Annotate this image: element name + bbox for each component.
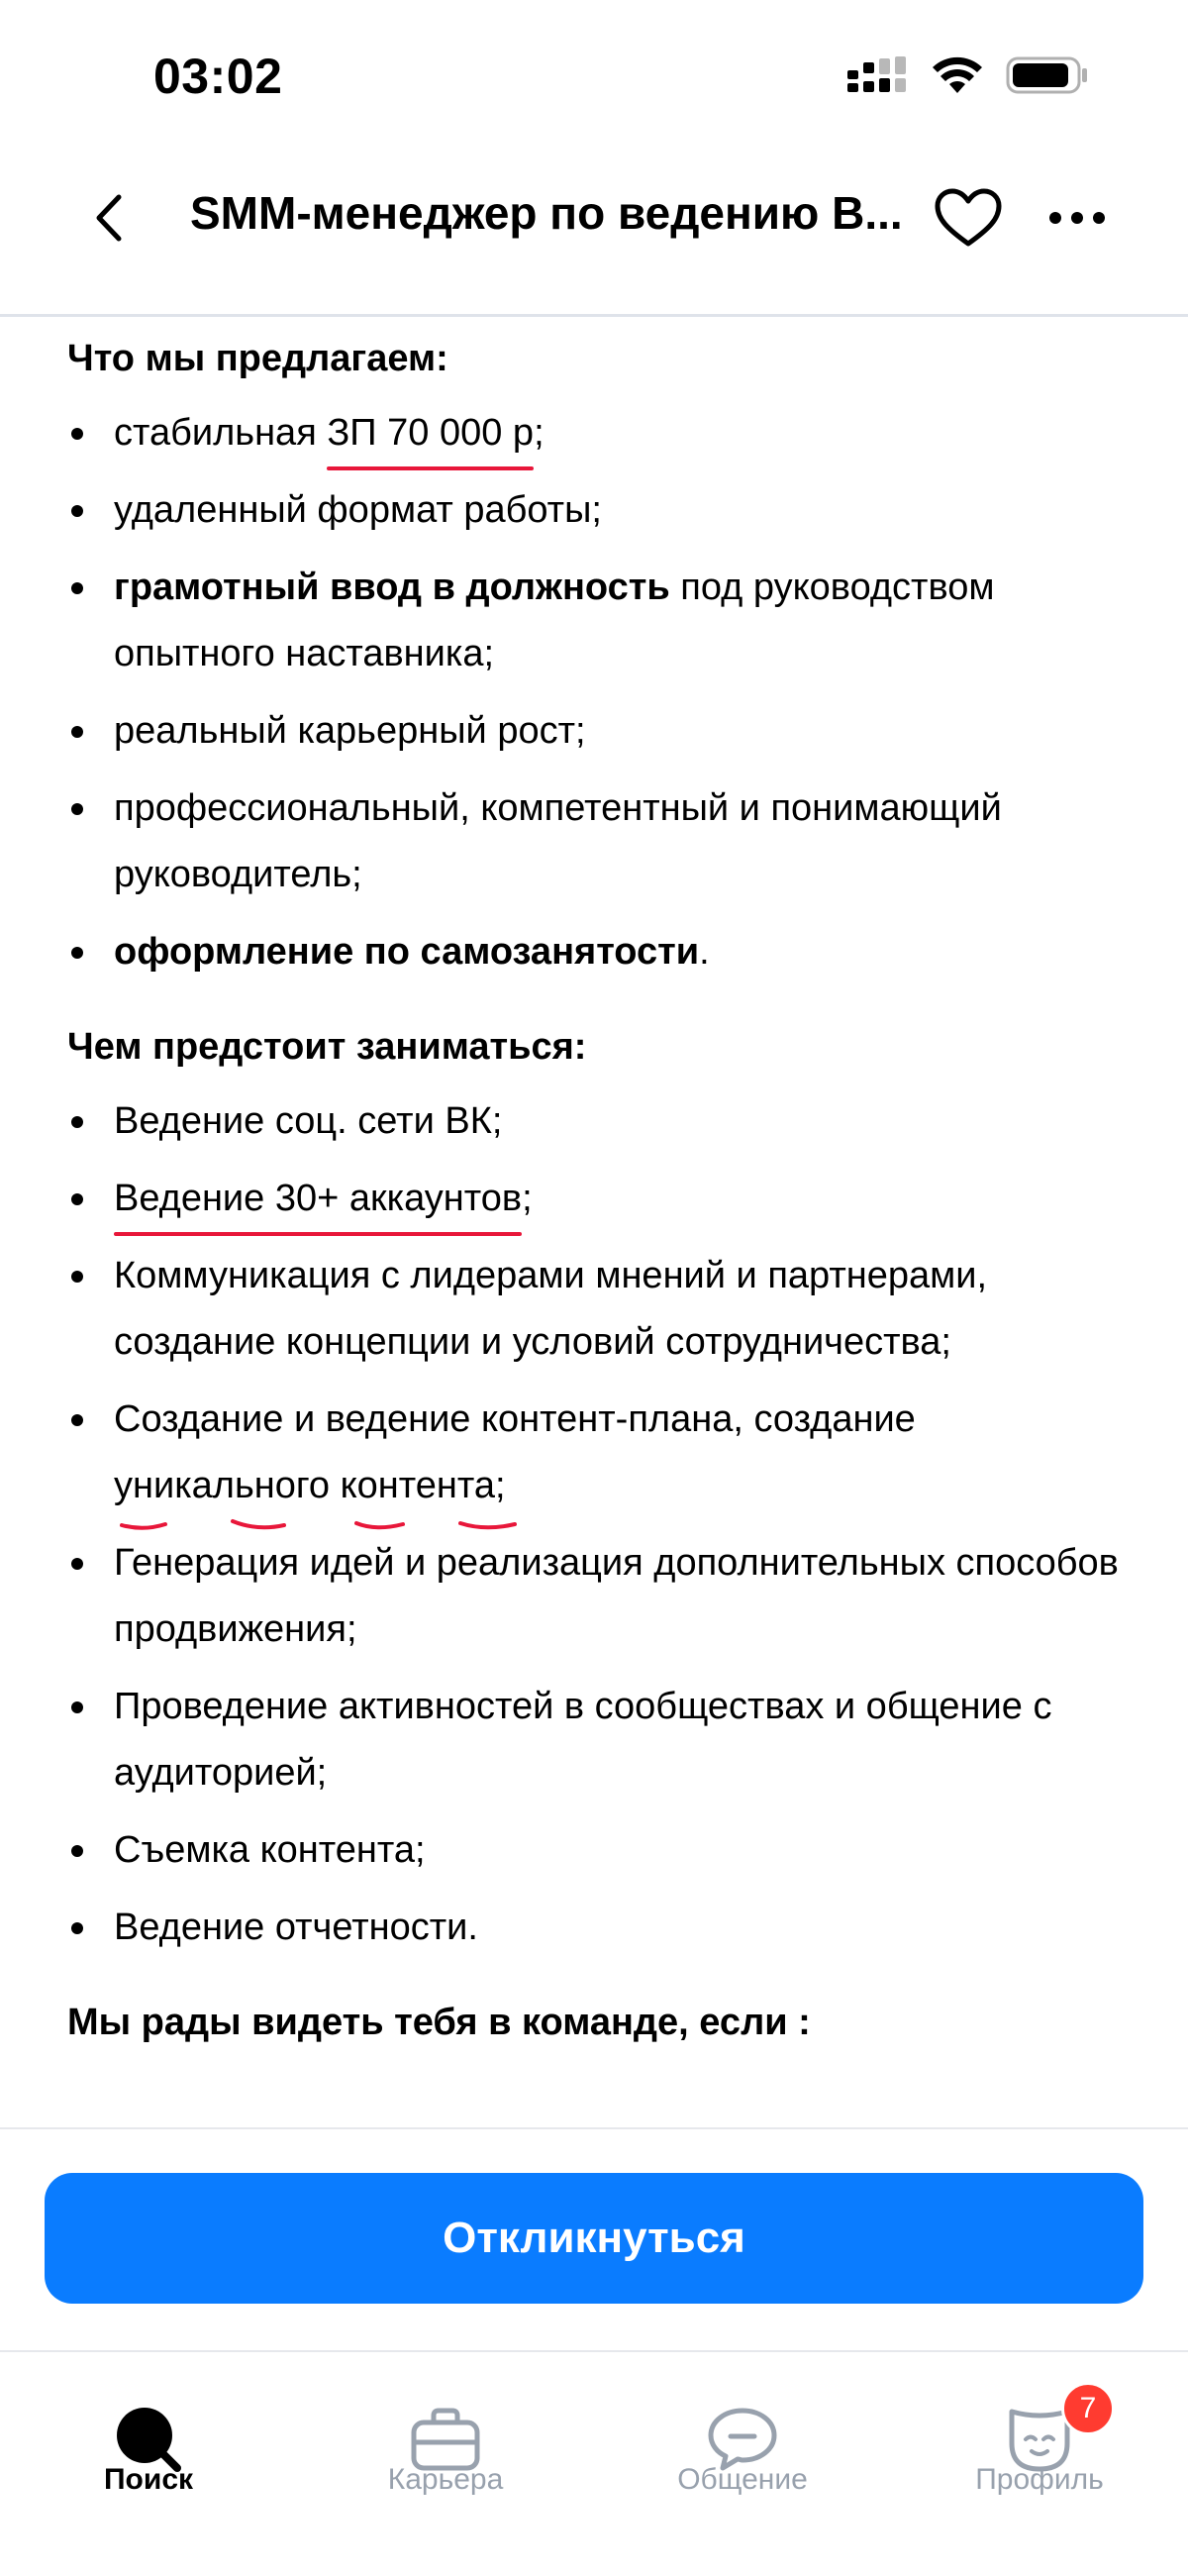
- tab-career[interactable]: [297, 2352, 594, 2576]
- apply-button[interactable]: Откликнуться: [45, 2173, 1143, 2304]
- tab-label: Карьера: [387, 2463, 504, 2496]
- duties-section-title: Чем предстоит заниматься:: [67, 1026, 587, 1068]
- list-item: Создание и ведение контент-плана, создание уникального контента ;: [67, 1387, 1137, 1519]
- tab-bar: [0, 2350, 1188, 2576]
- list-item: профессиональный, компетентный и понимающий руководитель;: [67, 775, 1137, 908]
- tab-label: Общение: [677, 2463, 808, 2496]
- list-item: стабильная ЗП 70 000 р;: [67, 400, 1137, 466]
- cta-area: [0, 2127, 1188, 2350]
- team-section-title: Мы рады видеть тебя в команде, если :: [67, 2002, 811, 2043]
- annotated-accounts: Ведение 30+ аккаунтов: [114, 1166, 522, 1232]
- favorite-button[interactable]: [929, 178, 1008, 258]
- status-icons: [847, 55, 1089, 95]
- offer-list: [67, 400, 1137, 985]
- chevron-left-icon: [93, 193, 125, 243]
- offer-section-title: Что мы предлагаем:: [67, 338, 448, 379]
- list-item: Коммуникация с лидерами мнений и партнерами, создание концепции и условий сотрудничества;: [67, 1243, 1137, 1376]
- page-title: SMM-менеджер по ведению В...: [190, 187, 903, 239]
- list-item: удаленный формат работы;: [67, 477, 1137, 544]
- heart-icon: [934, 187, 1003, 249]
- tab-chat[interactable]: [594, 2352, 891, 2576]
- list-item: Ведение соц. сети ВК;: [67, 1088, 1137, 1155]
- list-item: Проведение активностей в сообществах и общение с аудиторией;: [67, 1674, 1137, 1806]
- list-item: реальный карьерный рост;: [67, 698, 1137, 765]
- list-item: грамотный ввод в должность под руководством опытного наставника;: [67, 555, 1137, 687]
- status-bar: [0, 0, 1188, 149]
- list-item: Съемка контента;: [67, 1817, 1137, 1884]
- tab-profile[interactable]: [891, 2352, 1188, 2576]
- status-time: 03:02: [153, 49, 283, 104]
- list-item: Генерация идей и реализация дополнительных способов продвижения;: [67, 1530, 1137, 1663]
- vacancy-description: [67, 327, 1137, 2054]
- nav-header: [0, 149, 1188, 317]
- annotated-unique-content: уникального контента: [114, 1453, 495, 1519]
- cellular-signal-icon: [847, 56, 909, 94]
- back-button[interactable]: [79, 178, 139, 258]
- more-dots-icon: [1048, 211, 1106, 225]
- list-item: Ведение отчетности.: [67, 1895, 1137, 1961]
- tab-label: Профиль: [975, 2463, 1104, 2496]
- duties-list: [67, 1088, 1137, 1961]
- notification-badge: 7: [1061, 2382, 1115, 2435]
- battery-icon: [1006, 55, 1089, 95]
- annotated-salary: ЗП 70 000 р: [327, 400, 534, 466]
- list-item: Ведение 30+ аккаунтов;: [67, 1166, 1137, 1232]
- tab-label: Поиск: [103, 2463, 194, 2496]
- tab-search[interactable]: [0, 2352, 297, 2576]
- wifi-icon: [931, 55, 984, 95]
- list-item: оформление по самозанятости.: [67, 919, 1137, 985]
- more-options-button[interactable]: [1038, 178, 1117, 258]
